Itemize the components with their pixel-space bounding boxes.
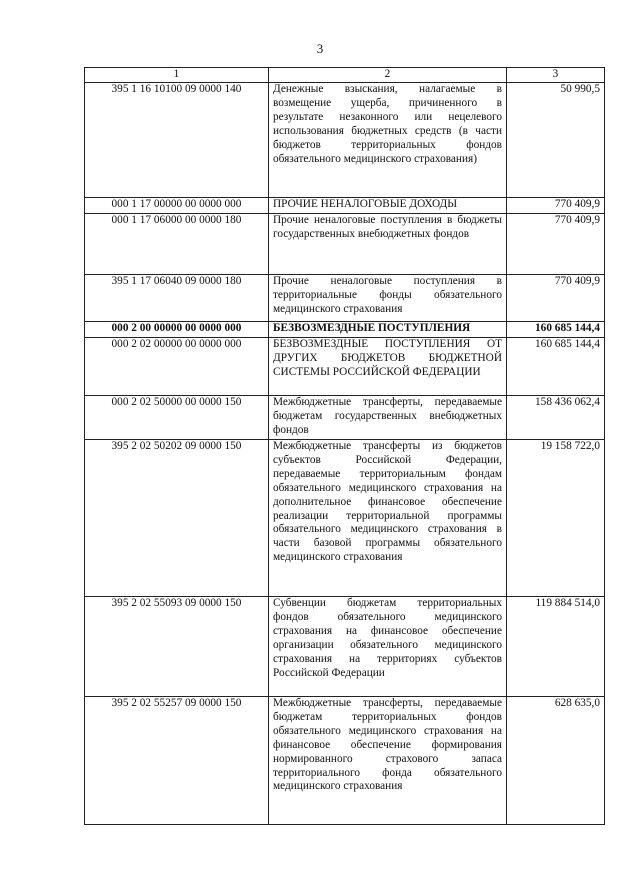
table-row <box>85 440 605 597</box>
budget-code: 395 1 16 10100 09 0000 140 <box>85 83 269 198</box>
column-header: 2 <box>269 68 507 83</box>
column-header: 3 <box>507 68 605 83</box>
income-description: Межбюджетные трансферты, передаваемые бюджетам государственных внебюджетных фондов <box>269 396 507 440</box>
income-description: Прочие неналоговые поступления в бюджеты государственных внебюджетных фондов <box>269 214 507 275</box>
budget-code: 395 2 02 55257 09 0000 150 <box>85 697 269 825</box>
amount: 770 409,9 <box>507 198 605 214</box>
income-description: Денежные взыскания, налагаемые в возмещение ущерба, причиненного в результате незаконного или нецелевого использования бюджетных средств (в части бюджетов территориальных фондов обязательного медицинского страхования) <box>269 83 507 198</box>
income-description: БЕЗВОЗМЕЗДНЫЕ ПОСТУПЛЕНИЯ <box>269 322 507 338</box>
budget-code: 000 1 17 00000 00 0000 000 <box>85 198 269 214</box>
budget-table <box>84 67 605 825</box>
table-row <box>85 275 605 322</box>
amount: 158 436 062,4 <box>507 396 605 440</box>
amount: 770 409,9 <box>507 214 605 275</box>
table-row <box>85 198 605 214</box>
amount: 160 685 144,4 <box>507 338 605 396</box>
budget-code: 395 2 02 55093 09 0000 150 <box>85 597 269 697</box>
table-row <box>85 322 605 338</box>
income-description: Межбюджетные трансферты, передаваемые бюджетам территориальных фондов обязательного медицинского страхования на финансовое обеспечение формирования нормированного страхового запаса территориального фонда обязательного медицинского страхования <box>269 697 507 825</box>
table-row <box>85 396 605 440</box>
amount: 770 409,9 <box>507 275 605 322</box>
column-header: 1 <box>85 68 269 83</box>
budget-code: 000 2 02 50000 00 0000 150 <box>85 396 269 440</box>
amount: 160 685 144,4 <box>507 322 605 338</box>
table-row <box>85 597 605 697</box>
budget-code: 395 2 02 50202 09 0000 150 <box>85 440 269 597</box>
table-row <box>85 214 605 275</box>
budget-code: 000 1 17 06000 00 0000 180 <box>85 214 269 275</box>
amount: 50 990,5 <box>507 83 605 198</box>
budget-code: 395 1 17 06040 09 0000 180 <box>85 275 269 322</box>
table-row <box>85 83 605 198</box>
income-description: Межбюджетные трансферты из бюджетов субъектов Российской Федерации, передаваемые территориальным фондам обязательного медицинского страхования на дополнительное финансовое обеспечение реализации территориальной программы обязательного медицинского страхования в части базовой программы обязательного медицинского страхования <box>269 440 507 597</box>
page-number: 3 <box>316 41 324 56</box>
budget-code: 000 2 02 00000 00 0000 000 <box>85 338 269 396</box>
budget-code: 000 2 00 00000 00 0000 000 <box>85 322 269 338</box>
income-description: Субвенции бюджетам территориальных фондов обязательного медицинского страхования на финансовое обеспечение организации обязательного медицинского страхования на территориях субъектов Российской Федерации <box>269 597 507 697</box>
amount: 628 635,0 <box>507 697 605 825</box>
income-description: Прочие неналоговые поступления в территориальные фонды обязательного медицинского страхования <box>269 275 507 322</box>
amount: 19 158 722,0 <box>507 440 605 597</box>
income-description: ПРОЧИЕ НЕНАЛОГОВЫЕ ДОХОДЫ <box>269 198 507 214</box>
table-row <box>85 697 605 825</box>
amount: 119 884 514,0 <box>507 597 605 697</box>
table-header-row <box>85 68 605 83</box>
table-row <box>85 338 605 396</box>
income-description: БЕЗВОЗМЕЗДНЫЕ ПОСТУПЛЕНИЯ ОТ ДРУГИХ БЮДЖЕТОВ БЮДЖЕТНОЙ СИСТЕМЫ РОССИЙСКОЙ ФЕДЕРАЦИИ <box>269 338 507 396</box>
